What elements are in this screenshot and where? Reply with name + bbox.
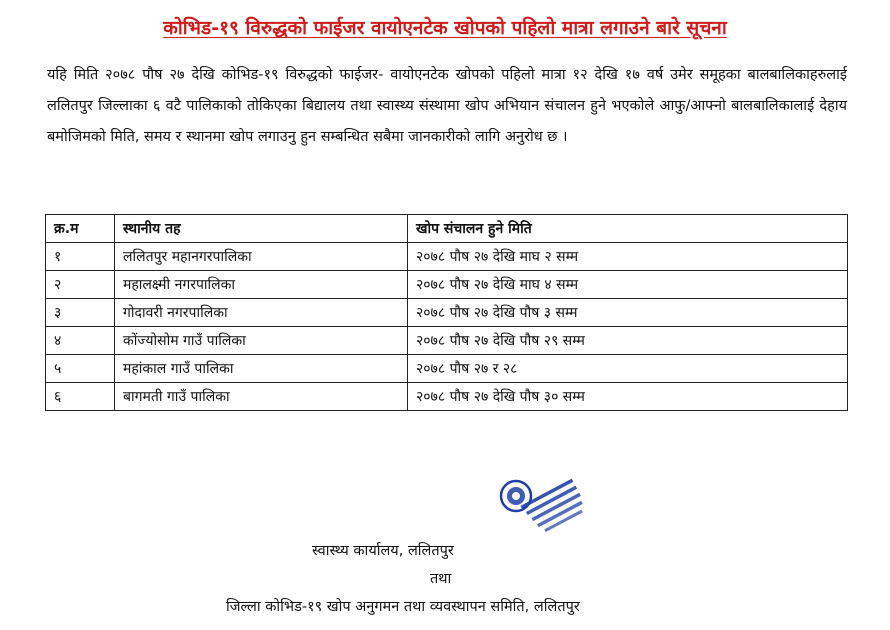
seal-text-lines [520, 479, 588, 537]
vaccination-schedule-table [45, 214, 848, 411]
cell-local-level: गोदावरी नगरपालिका [115, 299, 408, 327]
seal-graphic [496, 470, 596, 540]
cell-local-level: ललितपुर महानगरपालिका [115, 243, 408, 271]
table-row [46, 355, 848, 383]
cell-local-level: महालक्ष्मी नगरपालिका [115, 271, 408, 299]
cell-date: २०७८ पौष २७ देखि पौष ३ सम्म [408, 299, 848, 327]
cell-serial: १ [46, 243, 115, 271]
cell-serial: ६ [46, 383, 115, 411]
table-body [46, 243, 848, 411]
cell-date: २०७८ पौष २७ र २८ [408, 355, 848, 383]
cell-serial: ४ [46, 327, 115, 355]
cell-local-level: बागमती गाउँ पालिका [115, 383, 408, 411]
signature-conjunction: तथा [430, 571, 452, 587]
table-row [46, 327, 848, 355]
table-row [46, 271, 848, 299]
cell-serial: २ [46, 271, 115, 299]
table-row [46, 243, 848, 271]
office-seal-stamp-icon [496, 470, 596, 540]
notice-title: कोभिड-१९ विरुद्धको फाईजर वायोएनटेक खोपको पहिलो मात्रा लगाउने बारे सूचना [163, 17, 727, 39]
table-row [46, 383, 848, 411]
header-local-level: स्थानीय तह [115, 215, 408, 243]
signature-committee: जिल्ला कोभिड-१९ खोप अनुगमन तथा व्यवस्थापन समिति, ललितपुर [226, 599, 580, 615]
table-header-row [46, 215, 848, 243]
table-header [46, 215, 848, 243]
signature-office: स्वास्थ्य कार्यालय, ललितपुर [312, 543, 454, 559]
cell-local-level: कोंज्योसोम गाउँ पालिका [115, 327, 408, 355]
cell-serial: ५ [46, 355, 115, 383]
header-vaccination-date: खोप संचालन हुने मिति [408, 215, 848, 243]
notice-body: यहि मिति २०७८ पौष २७ देखि कोभिड-१९ विरुद्धको फाईजर- वायोएनटेक खोपको पहिलो मात्रा १२ देखि १७ वर्ष उमेर समूहका बालबालिकाहरुलाई ललितपुर जिल्लाका ६ वटै पालिकाको तोकिएका बिद्यालय तथा स्वास्थ्य संस्थामा खोप अभियान संचालन हुने भएकोले आफु/आफ्नो बालबालिकालाई देहाय बमोजिमको मिति, समय र स्थानमा खोप लगाउनु हुन सम्बन्धित सबैमा जानकारीको लागि अनुरोध छ । [47, 67, 847, 145]
cell-date: २०७८ पौष २७ देखि माघ २ सम्म [408, 243, 848, 271]
cell-date: २०७८ पौष २७ देखि पौष २९ सम्म [408, 327, 848, 355]
cell-local-level: महांकाल गाउँ पालिका [115, 355, 408, 383]
cell-date: २०७८ पौष २७ देखि पौष ३० सम्म [408, 383, 848, 411]
header-serial: क्र.म [46, 215, 115, 243]
cell-serial: ३ [46, 299, 115, 327]
table-row [46, 299, 848, 327]
cell-date: २०७८ पौष २७ देखि माघ ४ सम्म [408, 271, 848, 299]
